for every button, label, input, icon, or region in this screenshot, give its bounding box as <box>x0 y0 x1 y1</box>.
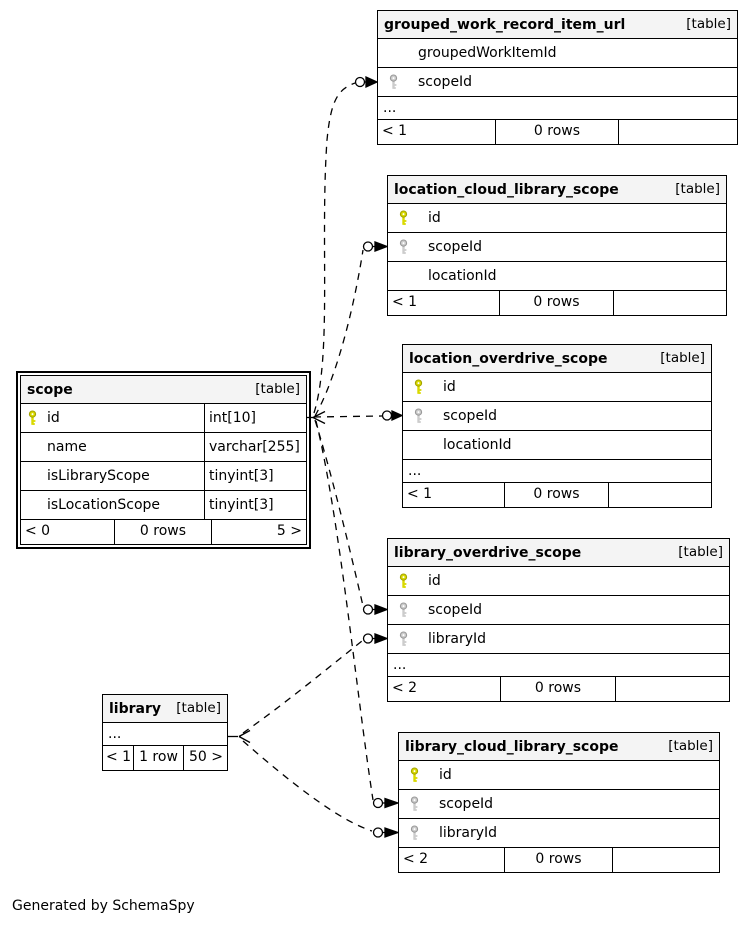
column-name: scopeId <box>428 602 483 618</box>
column-type: varchar[255] <box>204 433 306 461</box>
primary-key-icon <box>388 210 428 226</box>
table-stats <box>403 483 711 507</box>
stat-parents: < 1 <box>403 483 505 507</box>
column-type: tinyint[3] <box>204 462 306 490</box>
stat-row-count: 0 rows <box>500 291 615 315</box>
table-header-location_cloud_library_scope[interactable] <box>388 176 726 204</box>
table-stats <box>388 677 729 701</box>
table-tag: [table] <box>678 543 723 560</box>
column-name: id <box>439 767 452 783</box>
table-tag: [table] <box>686 15 731 32</box>
foreign-key-icon <box>399 796 439 812</box>
table-grouped_work_record_item_url[interactable] <box>377 10 738 145</box>
generator-credit: Generated by SchemaSpy <box>12 898 195 914</box>
column-type: tinyint[3] <box>204 491 306 519</box>
rel-scope-to-location_cloud_library_scope <box>315 242 387 416</box>
column-name: isLocationScope <box>47 497 161 513</box>
rel-scope-to-library_cloud_library_scope <box>316 421 398 808</box>
column-row-isLibraryScope[interactable] <box>21 462 306 491</box>
table-name[interactable]: location_cloud_library_scope <box>394 181 619 198</box>
column-name: libraryId <box>428 631 487 647</box>
column-row-id[interactable] <box>388 567 729 596</box>
stat-row-count: 0 rows <box>115 520 212 544</box>
primary-key-icon <box>21 410 47 426</box>
column-row-libraryId[interactable] <box>399 819 719 848</box>
table-header-location_overdrive_scope[interactable] <box>403 345 711 373</box>
column-name: id <box>428 210 441 226</box>
primary-key-icon <box>403 379 443 395</box>
stat-children <box>614 291 726 315</box>
column-name: id <box>428 573 441 589</box>
column-name: isLibraryScope <box>47 468 150 484</box>
table-stats <box>103 746 227 770</box>
table-location_cloud_library_scope[interactable] <box>387 175 727 316</box>
foreign-key-icon <box>399 825 439 841</box>
hidden-columns-row <box>378 97 737 120</box>
column-name: scopeId <box>443 408 498 424</box>
column-row-scopeId[interactable] <box>403 402 711 431</box>
stat-row-count: 0 rows <box>501 677 617 701</box>
primary-key-icon <box>399 767 439 783</box>
column-row-locationId[interactable] <box>403 431 711 460</box>
column-name: locationId <box>443 437 512 453</box>
stat-parents: < 0 <box>21 520 115 544</box>
column-name: groupedWorkItemId <box>418 45 557 61</box>
table-name[interactable]: library_cloud_library_scope <box>405 738 619 755</box>
rel-library-to-library_overdrive_scope <box>243 634 387 733</box>
column-row-id[interactable] <box>403 373 711 402</box>
column-row-id[interactable] <box>388 204 726 233</box>
foreign-key-icon <box>378 74 418 90</box>
stat-children <box>616 677 729 701</box>
table-header-library_cloud_library_scope[interactable] <box>399 733 719 761</box>
table-tag: [table] <box>660 349 705 366</box>
crowfoot-library <box>228 731 250 743</box>
table-stats <box>378 120 737 144</box>
table-tag: [table] <box>176 699 221 716</box>
table-header-scope[interactable] <box>21 376 306 404</box>
stat-children <box>609 483 711 507</box>
table-stats <box>388 291 726 315</box>
stat-children: 5 > <box>276 523 302 539</box>
column-name: id <box>443 379 456 395</box>
table-header-library_overdrive_scope[interactable] <box>388 539 729 567</box>
foreign-key-icon <box>388 631 428 647</box>
table-header-grouped_work_record_item_url[interactable] <box>378 11 737 39</box>
rel-scope-to-location_overdrive_scope <box>314 411 402 420</box>
stat-row-count: 0 rows <box>496 120 618 144</box>
ellipsis-label: ... <box>408 463 422 479</box>
stat-parents: < 1 <box>388 291 500 315</box>
ellipsis-label: ... <box>393 657 407 673</box>
table-name[interactable]: scope <box>27 381 73 398</box>
column-row-groupedWorkItemId[interactable] <box>378 39 737 68</box>
table-name[interactable]: library <box>109 700 162 717</box>
table-location_overdrive_scope[interactable] <box>402 344 712 508</box>
table-library[interactable] <box>102 694 228 771</box>
table-library_overdrive_scope[interactable] <box>387 538 730 702</box>
table-name[interactable]: grouped_work_record_item_url <box>384 16 626 33</box>
table-tag: [table] <box>668 737 713 754</box>
column-row-isLocationScope[interactable] <box>21 491 306 520</box>
ellipsis-label: ... <box>108 726 122 742</box>
column-row-id[interactable] <box>21 404 306 433</box>
table-tag: [table] <box>255 380 300 397</box>
column-row-scopeId[interactable] <box>378 68 737 97</box>
column-name: scopeId <box>428 239 483 255</box>
primary-key-icon <box>388 573 428 589</box>
column-row-scopeId[interactable] <box>388 596 729 625</box>
column-row-libraryId[interactable] <box>388 625 729 654</box>
table-stats <box>399 848 719 872</box>
table-header-library[interactable] <box>103 695 227 723</box>
foreign-key-icon <box>388 239 428 255</box>
column-name: scopeId <box>418 74 473 90</box>
table-tag: [table] <box>675 180 720 197</box>
stat-parents: < 1 <box>103 746 134 770</box>
column-row-name[interactable] <box>21 433 306 462</box>
hidden-columns-row <box>388 654 729 677</box>
table-library_cloud_library_scope[interactable] <box>398 732 720 873</box>
foreign-key-icon <box>403 408 443 424</box>
table-name[interactable]: location_overdrive_scope <box>409 350 608 367</box>
stat-children <box>613 848 719 872</box>
table-scope[interactable] <box>20 375 307 545</box>
table-name[interactable]: library_overdrive_scope <box>394 544 582 561</box>
stat-parents: < 2 <box>388 677 501 701</box>
hidden-columns-row <box>103 723 227 746</box>
stat-children: 50 > <box>189 749 223 765</box>
rel-library-to-library_cloud_library_scope <box>243 741 398 837</box>
rel-scope-to-library_overdrive_scope <box>315 420 387 614</box>
column-row-scopeId[interactable] <box>388 233 726 262</box>
column-name: name <box>47 439 87 455</box>
stat-row-count: 1 row <box>134 746 184 770</box>
stat-children <box>619 120 737 144</box>
stat-row-count: 0 rows <box>505 848 614 872</box>
stat-parents: < 1 <box>378 120 496 144</box>
column-type: int[10] <box>204 404 306 432</box>
column-name: libraryId <box>439 825 498 841</box>
column-name: scopeId <box>439 796 494 812</box>
table-stats <box>21 520 306 544</box>
column-row-scopeId[interactable] <box>399 790 719 819</box>
column-name: id <box>47 410 60 426</box>
column-row-id[interactable] <box>399 761 719 790</box>
column-row-locationId[interactable] <box>388 262 726 291</box>
ellipsis-label: ... <box>383 100 397 116</box>
foreign-key-icon <box>388 602 428 618</box>
column-name: locationId <box>428 268 497 284</box>
stat-parents: < 2 <box>399 848 505 872</box>
stat-row-count: 0 rows <box>505 483 610 507</box>
hidden-columns-row <box>403 460 711 483</box>
